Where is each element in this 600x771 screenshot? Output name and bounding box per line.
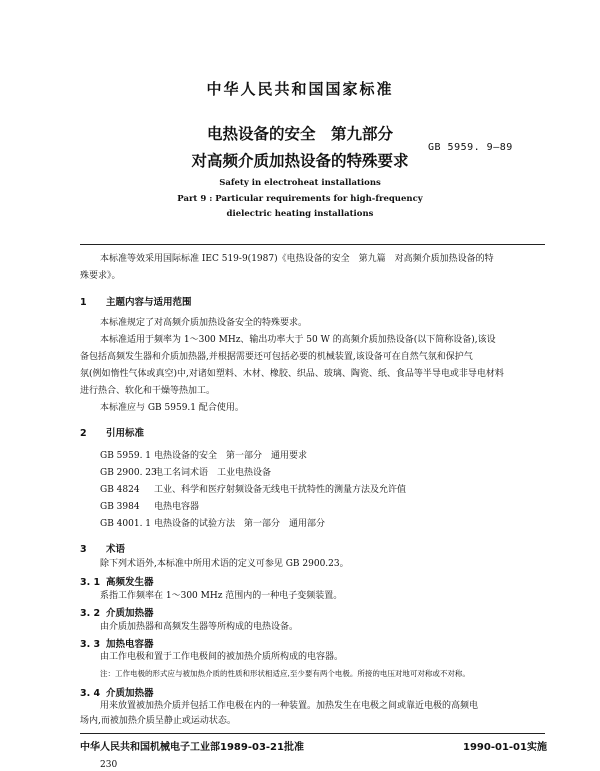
term-3-1-heading [80, 574, 154, 588]
reference-item [100, 499, 199, 512]
term-3-2-definition: 由介质加热器和高频发生器等所构成的电热设备。 [100, 622, 299, 632]
term-3-3-heading [80, 636, 154, 650]
section-1-heading [80, 294, 192, 308]
term-3-2-heading [80, 605, 154, 619]
section-1-para-2-line-4: 进行热合、软化和干燥等热加工。 [80, 386, 216, 396]
term-number: 3. 2 [80, 608, 101, 619]
term-3-4-definition-line-2: 场内,而被加热介质呈静止或运动状态。 [80, 716, 236, 726]
reference-title: 电热设备的安全 第一部分 通用要求 [154, 451, 308, 461]
reference-title: 工业、科学和医疗射频设备无线电干扰特性的测量方法及允许值 [154, 485, 407, 495]
term-3-3-definition: 由工作电极和置于工作电极间的被加热介质所构成的电容器。 [100, 652, 344, 662]
section-1-para-3: 本标准应与 GB 5959.1 配合使用。 [100, 403, 244, 413]
term-3-4-heading [80, 685, 154, 699]
title-line-1: 电热设备的安全 第九部分 [206, 125, 393, 143]
term-title: 高频发生器 [106, 577, 154, 588]
term-3-4-definition-line-1: 用来放置被加热介质并包括工作电极在内的一种装置。加热发生在电极之间或靠近电极的高频电 [100, 701, 479, 711]
term-number: 3. 4 [80, 688, 101, 699]
term-number: 3. 1 [80, 577, 101, 588]
term-3-1-definition: 系指工作频率在 1～300 MHz 范围内的一种电子变频装置。 [100, 591, 343, 601]
reference-code: GB 3984 [100, 502, 140, 512]
section-1-para-2-line-2: 备包括高频发生器和介质加热器,并根据需要还可包括必要的机械装置,该设备可在自然气氛和保护气 [80, 352, 473, 362]
term-title: 介质加热器 [106, 608, 154, 619]
section-3-heading [80, 541, 125, 555]
english-title-line-3: dielectric heating installations [226, 209, 374, 219]
intro-line-2: 殊要求》。 [80, 271, 121, 281]
english-title-line-1: Safety in electroheat installations [219, 178, 381, 188]
reference-code: GB 5959. 1 [100, 451, 152, 461]
section-2-title: 引用标准 [106, 428, 145, 439]
approval-line: 中华人民共和国机械电子工业部1989-03-21批准 [80, 742, 304, 753]
term-3-3-note: 注：工作电极的形式应与被加热介质的性质和形状相适应,至少要有两个电极。所接的电压对地可对称或不对称。 [100, 669, 470, 678]
reference-code: GB 4001. 1 [100, 519, 152, 529]
english-title-line-2: Part 9 : Particular requirements for high-frequency [177, 194, 423, 204]
reference-title: 电热电容器 [154, 502, 200, 512]
effective-date: 1990-01-01实施 [463, 742, 547, 753]
intro-line-1: 本标准等效采用国际标准 IEC 519-9(1987)《电热设备的安全 第九篇 对高频介质加热设备的特 [100, 254, 494, 264]
issuer-header: 中华人民共和国国家标准 [206, 80, 394, 98]
reference-code: GB 2900. 23 [100, 468, 157, 478]
section-3-intro: 除下列术语外,本标准中所用术语的定义可参见 GB 2900.23。 [100, 559, 349, 569]
term-number: 3. 3 [80, 639, 101, 650]
reference-code: GB 4824 [100, 485, 140, 495]
term-title: 加热电容器 [106, 639, 154, 650]
standard-code: GB 5959. 9—89 [428, 142, 513, 153]
section-2-heading [80, 425, 144, 439]
section-1-para-2-line-1: 本标准适用于频率为 1～300 MHz、输出功率大于 50 W 的高频介质加热设备(以下简称设备),该设 [100, 335, 496, 345]
reference-item [100, 516, 325, 529]
reference-item [100, 465, 271, 478]
footer-divider [80, 733, 545, 734]
reference-item [100, 448, 307, 461]
reference-title: 电热设备的试验方法 第一部分 通用部分 [154, 519, 326, 529]
reference-title: 电工名词术语 工业电热设备 [154, 468, 272, 478]
section-1-title: 主题内容与适用范围 [106, 297, 192, 308]
title-divider [80, 244, 545, 245]
page-number: 230 [100, 760, 118, 770]
section-1-para-2-line-3: 氛(例如惰性气体或真空)中,对诸如塑料、木材、橡胶、织品、玻璃、陶瓷、纸、食品等半导电或非导电材料 [80, 369, 504, 379]
section-1-para-1: 本标准规定了对高频介质加热设备安全的特殊要求。 [100, 318, 308, 328]
title-line-2: 对高频介质加热设备的特殊要求 [191, 152, 409, 170]
reference-item [100, 482, 406, 495]
section-3-number: 3 [80, 544, 87, 555]
section-3-title: 术语 [106, 544, 126, 555]
section-1-number: 1 [80, 297, 87, 308]
term-title: 介质加热器 [106, 688, 154, 699]
section-2-number: 2 [80, 428, 87, 439]
